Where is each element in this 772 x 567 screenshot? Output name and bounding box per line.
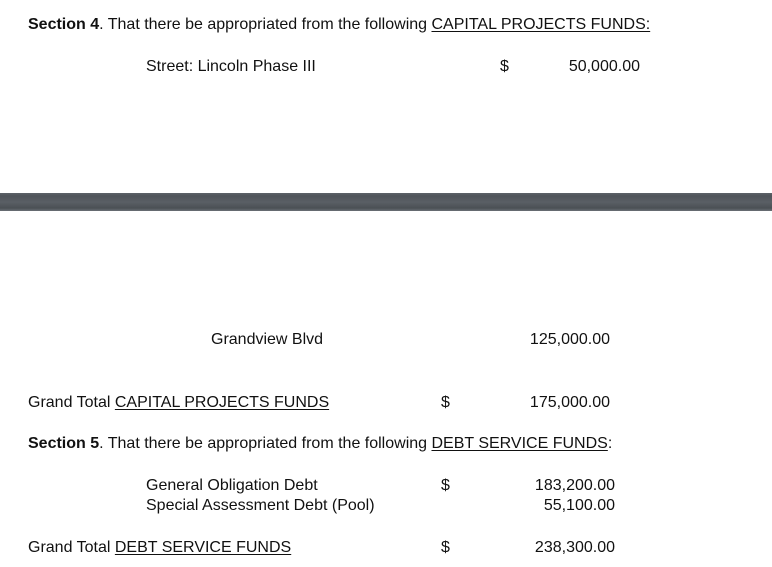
grand-total-prefix: Grand Total [28, 394, 115, 411]
line-item-amount: 125,000.00 [529, 331, 610, 348]
grand-total-fund: DEBT SERVICE FUNDS [114, 539, 292, 556]
section-5-fund-name: DEBT SERVICE FUNDS [431, 435, 608, 452]
line-item-amount: 50,000.00 [568, 58, 640, 75]
grand-total-prefix: Grand Total [28, 539, 115, 556]
line-item-label: Special Assessment Debt (Pool) [146, 497, 375, 514]
grand-total-currency: $ [441, 539, 450, 556]
line-item-amount: 183,200.00 [534, 477, 615, 494]
line-item-currency: $ [441, 477, 450, 494]
debt-service-grand-total-label [28, 538, 291, 558]
grand-total-amount: 238,300.00 [534, 539, 615, 556]
section-4-heading [28, 15, 650, 35]
grand-total-fund: CAPITAL PROJECTS FUNDS [114, 394, 330, 411]
section-5-heading [28, 434, 612, 454]
section-5-fund-suffix: : [607, 435, 613, 452]
line-item-label: Street: Lincoln Phase III [146, 58, 316, 75]
section-4-number: Section 4 [28, 16, 100, 33]
line-item-label: Grandview Blvd [211, 331, 324, 348]
section-5-number: Section 5 [28, 435, 100, 452]
line-item-label: General Obligation Debt [146, 477, 318, 494]
line-item-amount: 55,100.00 [543, 497, 615, 514]
line-item-currency: $ [500, 58, 509, 75]
page-break-divider [0, 193, 772, 211]
capital-projects-grand-total-label [28, 393, 329, 413]
section-4-text: . That there be appropriated from the following [99, 16, 432, 33]
grand-total-currency: $ [441, 394, 450, 411]
section-4-fund-name: CAPITAL PROJECTS FUNDS: [431, 16, 651, 33]
grand-total-amount: 175,000.00 [529, 394, 610, 411]
section-5-text: . That there be appropriated from the following [99, 435, 432, 452]
